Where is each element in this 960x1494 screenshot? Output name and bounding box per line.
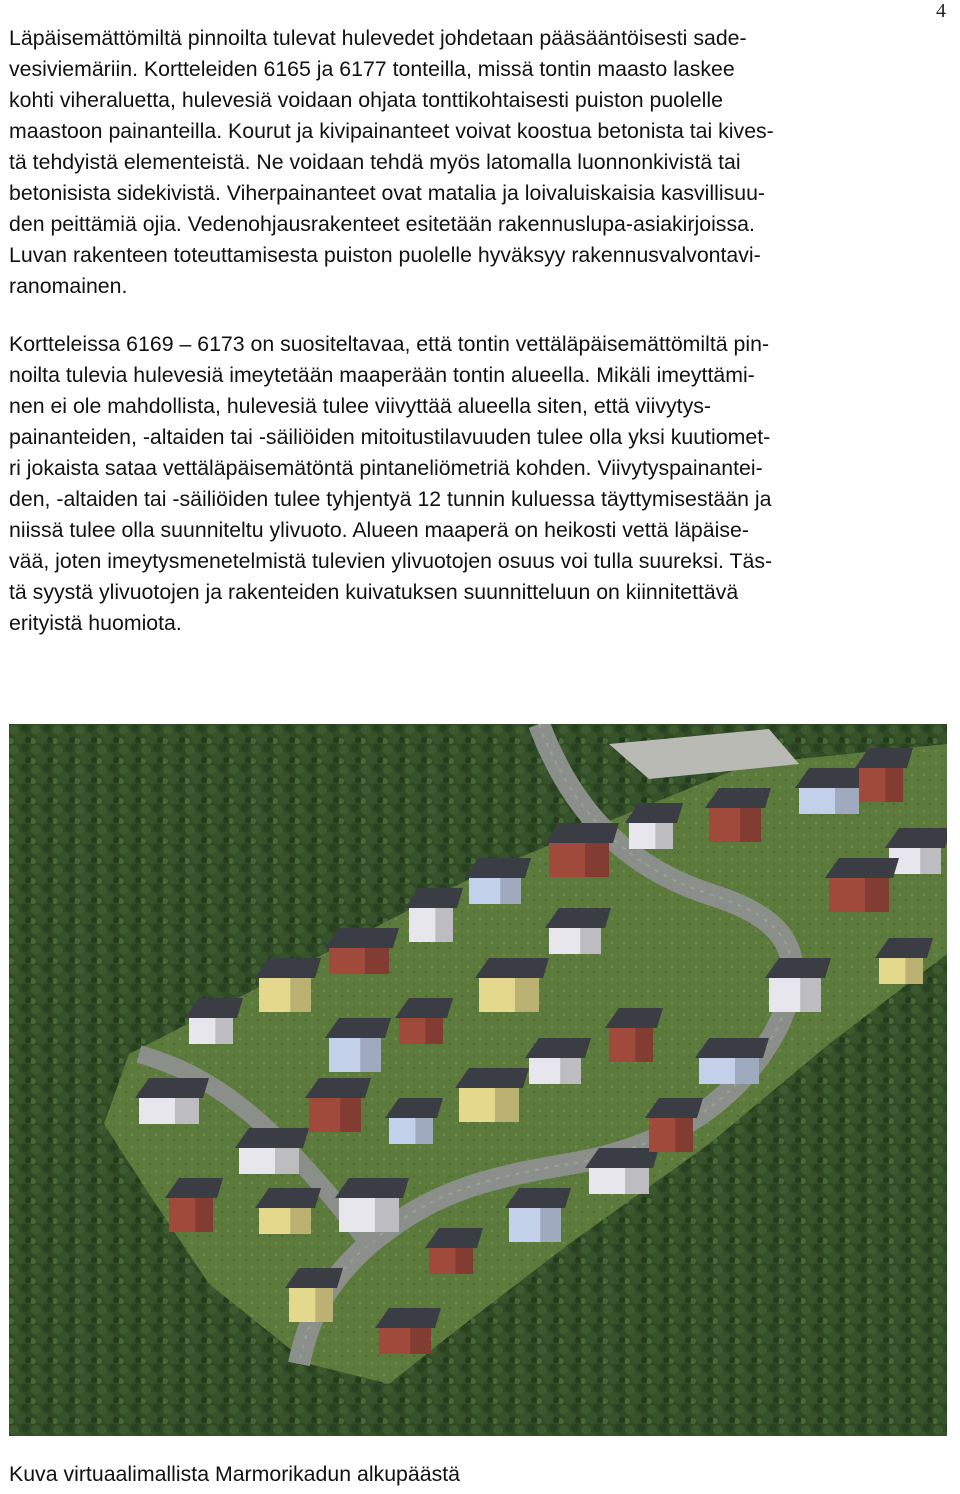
house [585,1148,659,1194]
text-line: Luvan rakenteen toteuttamisesta puiston puolelle hyväksyy rakennusvalvontavi- [9,243,761,267]
house-shadow [425,1014,443,1044]
house-shadow [275,1144,299,1174]
virtual-model-figure [9,724,947,1436]
house [475,958,549,1012]
house-shadow [410,1324,431,1354]
text-line: vää, joten imeytysmenetelmistä tulevien ylivuotojen osuus voi tulla suureksi. Täs- [9,549,773,573]
text-line: maastoon painanteilla. Kourut ja kivipainanteet voivat koostua betonista tai kives- [9,119,774,143]
house [135,1078,209,1124]
virtual-model-image [9,724,947,1436]
house-shadow [195,1194,213,1232]
text-line: Läpäisemättömiltä pinnoilta tulevat hulevedet johdetaan pääsääntöisesti sade- [9,26,747,50]
house-shadow [740,804,761,842]
text-line: kohti viheraluetta, hulevesiä voidaan ohjata tonttikohtaisesti puiston puolelle [9,88,723,112]
text-line: ri jokaista sataa vettäläpäisemätöntä pintaneliömetriä kohden. Viivytyspainantei- [9,456,763,480]
house-shadow [635,1024,653,1062]
house-shadow [175,1094,199,1124]
text-line: betonisista sidekivistä. Viherpainanteet ovat matalia ja loivaluiskaisia kasvillisuu- [9,181,766,205]
text-line: den, -altaiden tai -säiliöiden tulee tyhjentyä 12 tunnin kuluessa täyttymisestään ja [9,487,772,511]
house-shadow [365,944,389,974]
text-line: den peittämiä ojia. Vedenohjausrakenteet esitetään rakennuslupa-asiakirjoissa. [9,212,755,236]
figure-caption: Kuva virtuaalimallista Marmorikadun alkupäästä [9,1462,460,1486]
paragraph-stormwater-drainage [9,23,953,302]
house-shadow [920,844,941,874]
house-shadow [290,974,311,1012]
house [695,1038,769,1084]
house [235,1128,309,1174]
text-line: tä syystä ylivuotojen ja rakenteiden kuivatuksen suunnitteluun on kiinnitettävä [9,580,739,604]
text-line: niissä tulee olla suunniteltu ylivuoto. Alueen maaperä on heikosti vettä läpäise- [9,518,749,542]
house-shadow [360,1034,381,1072]
house-shadow [800,974,821,1012]
house [545,823,619,877]
house-shadow [625,1164,649,1194]
house-shadow [215,1014,233,1044]
house [335,1178,409,1232]
text-line: erityistä huomiota. [9,611,182,635]
text-line: tä tehdyistä elementeistä. Ne voidaan tehdä myös latomalla luonnonkivistä tai [9,150,741,174]
house-shadow [415,1114,433,1144]
house-shadow [375,1194,399,1232]
house-shadow [560,1054,581,1084]
house-shadow [655,819,673,849]
text-line: vesiviemäriin. Kortteleiden 6165 ja 6177 tonteilla, missä tontin maasto laskee [9,57,735,81]
house-shadow [455,1244,473,1274]
paragraph-stormwater-infiltration [9,329,953,639]
text-line: noilta tulevia hulevesiä imeytetään maaperään tontin alueella. Mikäli imeyttämi- [9,363,755,387]
house-shadow [340,1094,361,1132]
house-shadow [905,954,923,984]
house [455,1068,529,1122]
text-line: nen ei ole mahdollista, hulevesiä tulee viivyttää alueella siten, että viivytys- [9,394,711,418]
text-line: painanteiden, -altaiden tai -säiliöiden mitoitustilavuuden tulee olla yksi kuutiomet- [9,425,771,449]
house-shadow [495,1084,519,1122]
house-shadow [315,1284,333,1322]
house-shadow [735,1054,759,1084]
house-shadow [435,904,453,942]
house-shadow [585,839,609,877]
house-shadow [290,1204,311,1234]
house-shadow [865,874,889,912]
house-shadow [675,1114,693,1152]
house-shadow [540,1204,561,1242]
house-shadow [500,874,521,904]
house-shadow [885,764,903,802]
house-shadow [580,924,601,954]
page-number: 4 [936,0,946,22]
house [795,768,869,814]
house-shadow [515,974,539,1012]
text-line: ranomainen. [9,274,128,298]
house-shadow [835,784,859,814]
house [825,858,899,912]
house [325,928,399,974]
text-line: Kortteleissa 6169 – 6173 on suositeltavaa, että tontin vettäläpäisemättömiltä pin- [9,332,770,356]
